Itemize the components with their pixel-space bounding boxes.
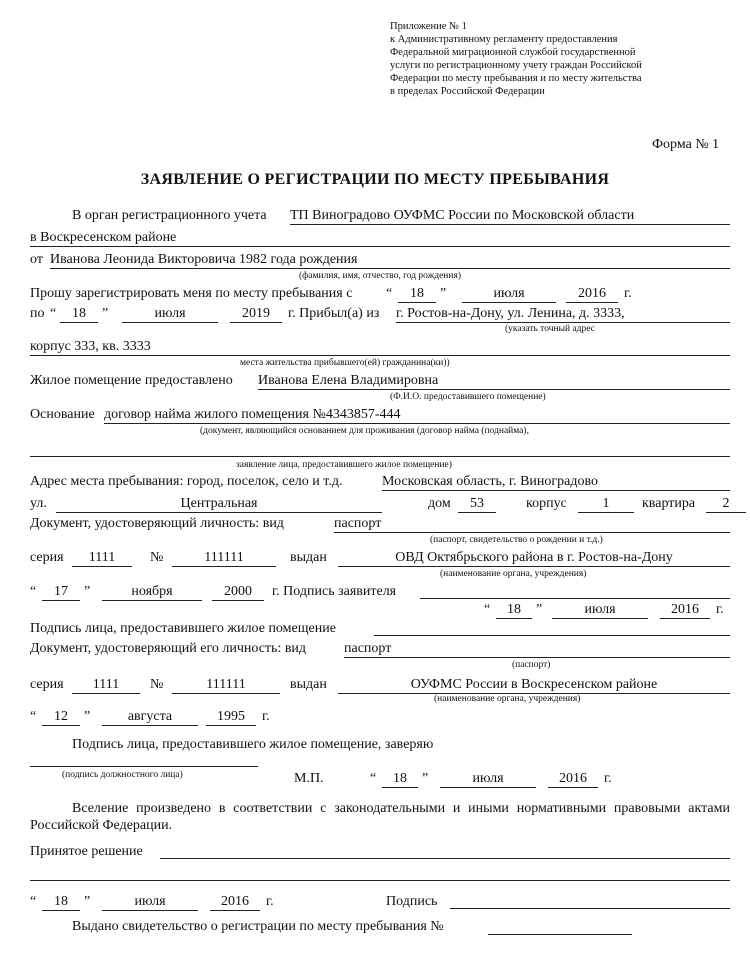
quote-close: ” — [84, 584, 91, 599]
series-label: серия — [30, 677, 64, 692]
issued-label: выдан — [290, 550, 327, 565]
official-signature-field[interactable] — [30, 766, 258, 767]
decision-sign-label: Подпись — [386, 894, 438, 909]
quote-open: “ — [370, 771, 377, 786]
id-series-field[interactable]: 1111 — [72, 549, 132, 567]
korpus-field[interactable]: 1 — [578, 495, 634, 513]
stay-from-day-field[interactable]: 18 — [398, 285, 436, 303]
certificate-text: Выдано свидетельство о регистрации по месту пребывания № — [72, 919, 444, 934]
house-label: дом — [428, 496, 451, 511]
year-suffix: г. — [604, 771, 612, 786]
quote-close: ” — [422, 771, 429, 786]
apartment-field[interactable]: 2 — [706, 495, 746, 513]
id-doc-label: Документ, удостоверяющий личность: вид — [30, 516, 284, 531]
stay-from-year-field[interactable]: 2016 — [566, 285, 618, 303]
issued-label: выдан — [290, 677, 327, 692]
quote-close: ” — [84, 709, 91, 724]
applicant-sign-day-field[interactable]: 18 — [496, 601, 532, 619]
number-label: № — [150, 550, 164, 565]
quote-close: ” — [102, 306, 109, 321]
basis-hint: (документ, являющийся основанием для проживания (договор найма (поднайма), — [200, 426, 529, 436]
decision-field-continued[interactable] — [30, 880, 730, 881]
appendix-line: Приложение № 1 — [390, 21, 467, 32]
provider-number-field[interactable]: 111111 — [172, 676, 280, 694]
quote-open: “ — [386, 286, 393, 301]
document-title: ЗАЯВЛЕНИЕ О РЕГИСТРАЦИИ ПО МЕСТУ ПРЕБЫВАНИЯ — [140, 171, 610, 188]
organ-label: В орган регистрационного учета — [72, 208, 267, 223]
stay-to-year-field[interactable]: 2019 — [230, 305, 282, 323]
provider-doc-type-field[interactable]: паспорт — [344, 640, 730, 658]
housing-label: Жилое помещение предоставлено — [30, 373, 233, 388]
street-label: ул. — [30, 496, 47, 511]
certify-month-field[interactable]: июля — [440, 770, 536, 788]
arrived-from-field-continued[interactable]: корпус 333, кв. 3333 — [30, 338, 730, 356]
stay-city-field[interactable]: Московская область, г. Виноградово — [382, 473, 730, 491]
housing-provider-field[interactable]: Иванова Елена Владимировна — [258, 372, 730, 390]
provider-issue-month-field[interactable]: августа — [102, 708, 198, 726]
provider-doc-hint: (паспорт) — [512, 660, 551, 670]
quote-open: “ — [30, 894, 37, 909]
request-text: Прошу зарегистрировать меня по месту пребывания с — [30, 286, 353, 301]
street-field[interactable]: Центральная — [56, 495, 382, 513]
arrived-hint-continued: места жительства прибывшего(ей) гражданина(ки)) — [240, 358, 450, 368]
quote-open: “ — [50, 306, 57, 321]
certify-day-field[interactable]: 18 — [382, 770, 418, 788]
quote-open: “ — [30, 709, 37, 724]
appendix-line: услуги по регистрационному учету граждан Российской — [390, 60, 642, 71]
id-issue-year-field[interactable]: 2000 — [212, 583, 264, 601]
number-label: № — [150, 677, 164, 692]
applicant-sign-year-field[interactable]: 2016 — [660, 601, 710, 619]
decision-day-field[interactable]: 18 — [42, 893, 80, 911]
decision-year-field[interactable]: 2016 — [210, 893, 260, 911]
korpus-label: корпус — [526, 496, 567, 511]
quote-close: ” — [84, 894, 91, 909]
provider-issue-day-field[interactable]: 12 — [42, 708, 80, 726]
id-issue-month-field[interactable]: ноября — [102, 583, 202, 601]
apartment-label: квартира — [642, 496, 696, 511]
quote-open: “ — [30, 584, 37, 599]
decision-signature-field[interactable] — [450, 908, 730, 909]
from-label: от — [30, 252, 43, 267]
decision-label: Принятое решение — [30, 844, 143, 859]
to-label: по — [30, 306, 45, 321]
appendix-line: Федеральной миграционной службой государственной — [390, 47, 636, 58]
year-suffix: г. — [262, 709, 270, 724]
arrived-label: г. Прибыл(а) из — [288, 306, 380, 321]
applicant-sign-month-field[interactable]: июля — [552, 601, 648, 619]
basis-field-continued[interactable] — [30, 456, 730, 457]
stay-address-label: Адрес места пребывания: город, поселок, село и т.д. — [30, 474, 343, 489]
appendix-line: к Административному регламенту предоставления — [390, 34, 618, 45]
provider-issue-year-field[interactable]: 1995 — [206, 708, 256, 726]
appendix-block — [390, 20, 730, 98]
house-field[interactable]: 53 — [458, 495, 496, 513]
id-doc-hint: (паспорт, свидетельство о рождении и т.д.) — [430, 535, 603, 545]
appendix-line: Федерации по месту пребывания и по месту жительства — [390, 73, 642, 84]
provider-sign-label: Подпись лица, предоставившего жилое помещение — [30, 621, 336, 636]
organ-field-continued[interactable]: в Воскресенском районе — [30, 229, 730, 247]
basis-field[interactable]: договор найма жилого помещения №4343857-444 — [104, 406, 730, 424]
appendix-line: в пределах Российской Федерации — [390, 86, 545, 97]
year-suffix: г. — [266, 894, 274, 909]
stamp-place: М.П. — [294, 771, 324, 786]
applicant-name-field[interactable]: Иванова Леонида Викторовича 1982 года рождения — [50, 251, 730, 269]
housing-hint: (Ф.И.О. предоставившего помещение) — [390, 392, 546, 402]
form-number: Форма № 1 — [652, 137, 720, 152]
certify-text: Подпись лица, предоставившего жилое помещение, заверяю — [72, 737, 434, 752]
applicant-sign-label: г. Подпись заявителя — [272, 584, 397, 599]
id-doc-type-field[interactable]: паспорт — [334, 515, 730, 533]
stay-to-month-field[interactable]: июля — [122, 305, 218, 323]
arrived-hint: (указать точный адрес — [505, 324, 595, 334]
provider-series-field[interactable]: 1111 — [72, 676, 140, 694]
provider-signature-field[interactable] — [374, 635, 730, 636]
stay-to-day-field[interactable]: 18 — [60, 305, 98, 323]
quote-close: ” — [440, 286, 447, 301]
applicant-signature-field[interactable] — [420, 598, 730, 599]
settlement-paragraph: Вселение произведено в соответствии с законодательными и иными нормативными правовыми актами Российской Федерации. — [30, 801, 730, 833]
official-signature-hint: (подпись должностного лица) — [62, 770, 183, 780]
year-suffix: г. — [624, 286, 632, 301]
id-issued-by-field[interactable]: ОВД Октябрьского района в г. Ростов-на-Дону — [338, 549, 730, 567]
id-number-field[interactable]: 111111 — [172, 549, 276, 567]
decision-field[interactable] — [160, 858, 730, 859]
stay-from-month-field[interactable]: июля — [462, 285, 556, 303]
decision-month-field[interactable]: июля — [102, 893, 198, 911]
series-label: серия — [30, 550, 64, 565]
id-issue-day-field[interactable]: 17 — [42, 583, 80, 601]
provider-doc-label: Документ, удостоверяющий его личность: вид — [30, 641, 307, 656]
organ-field[interactable]: ТП Виноградово ОУФМС России по Московской области — [290, 207, 730, 225]
applicant-name-hint: (фамилия, имя, отчество, год рождения) — [298, 271, 461, 281]
provider-issued-by-field[interactable]: ОУФМС России в Воскресенском районе — [338, 676, 730, 694]
quote-close: ” — [536, 602, 543, 617]
basis-hint-continued: заявление лица, предоставившего жилое помещение) — [236, 460, 452, 470]
issued-hint: (наименование органа, учреждения) — [434, 694, 581, 704]
certificate-number-field[interactable] — [488, 934, 632, 935]
certify-year-field[interactable]: 2016 — [548, 770, 598, 788]
year-suffix: г. — [716, 602, 724, 617]
quote-open: “ — [484, 602, 491, 617]
issued-hint: (наименование органа, учреждения) — [440, 569, 587, 579]
arrived-from-field[interactable]: г. Ростов-на-Дону, ул. Ленина, д. 3333, — [396, 305, 730, 323]
basis-label: Основание — [30, 407, 95, 422]
